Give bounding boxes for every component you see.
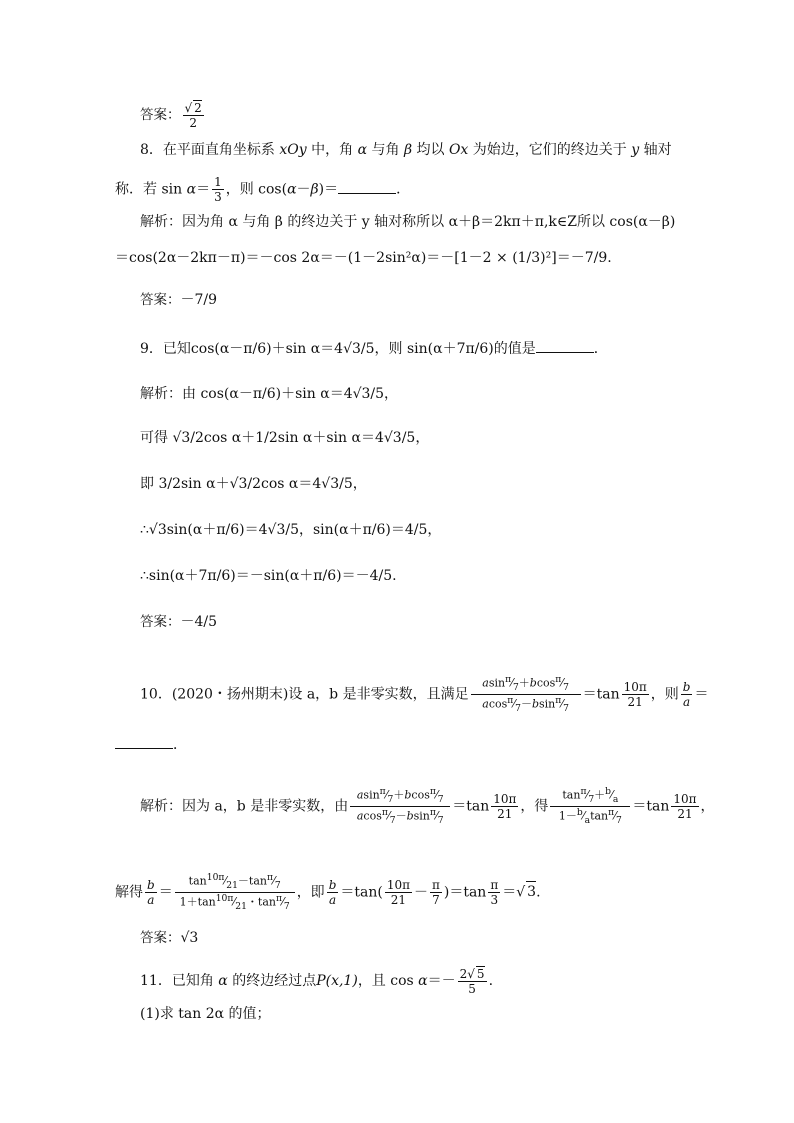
answer-blank[interactable]	[536, 338, 594, 353]
q8-question-line2: 称．若 sin α＝ $\frac{1}{3}$ ，则 cos(α－β)＝ ．	[115, 175, 411, 204]
q8-answer-line: 答案：－7/9	[140, 292, 218, 308]
q9-question: 9．已知cos(α－π/6)＋sin α＝4√3/5，则 sin(α＋7π/6)的值是 ．	[140, 338, 608, 359]
answer-value: －7/9	[180, 292, 218, 308]
q9-solution-4: ∴√3sin(α＋π/6)＝4√3/5，sin(α＋π/6)＝4/5，	[140, 522, 442, 538]
answer-label: 答案：	[140, 107, 181, 123]
answer-blank[interactable]	[115, 734, 173, 749]
q9-answer-line: 答案：－4/5	[140, 614, 218, 630]
answer-value: $\frac{√ 2}{2}$	[184, 101, 202, 130]
answer-value: √3	[180, 930, 199, 946]
q10-question: 10．(2020・扬州期末)设 a，b 是非零实数，且满足 $\frac{asin^\pi⁄_7+bcos^\pi⁄_7}{acos^\pi⁄_7-bsin^\pi⁄_7}$ ＝tan $\frac{10\pi}{21}$ ，则 $\frac{b}{a}$ ＝	[140, 674, 709, 714]
answer-value: －4/5	[180, 614, 218, 630]
q8-solution-line2: ＝cos(2α－2kπ－π)＝－cos 2α＝－(1－2sin²α)＝－[1－2 × (1/3)²]＝－7/9.	[115, 250, 612, 266]
q9-solution-1: 解析：由 cos(α－π/6)＋sin α＝4√3/5，	[140, 386, 399, 402]
q10-blank-line: ．	[115, 734, 187, 755]
q7-answer-line	[140, 100, 206, 130]
q9-solution-3: 即 3/2sin α＋√3/2cos α＝4√3/5，	[140, 476, 367, 492]
q10-solution-2: 解得 $\frac{b}{a}$ ＝ $\frac{\tan^{10\pi}⁄_{21}-\tan^\pi⁄_7}{1+\tan^{10\pi}⁄_{21}・\tan^\pi⁄_7}$ ，即 $\frac{b}{a}$ ＝tan( $\frac{10\pi}{21}$ － $\frac{\pi}{7}$ )＝tan $\frac{\pi}{3}$ ＝√ 3.	[115, 872, 541, 912]
q9-solution-2: 可得 √3/2cos α＋1/2sin α＋sin α＝4√3/5，	[140, 430, 430, 446]
q8-solution-line1: 解析：因为角 α 与角 β 的终边关于 y 轴对称所以 α＋β＝2kπ＋π,k∈Z所以 cos(α－β)	[140, 214, 676, 230]
answer-blank[interactable]	[338, 179, 396, 194]
q10-solution-1: 解析：因为 a，b 是非零实数，由 $\frac{asin^\pi⁄_7+bcos^\pi⁄_7}{acos^\pi⁄_7-bsin^\pi⁄_7}$ ＝tan $\frac{10\pi}{21}$ ，得 $\frac{\tan^\pi⁄_7+^b⁄_a}{1-^b⁄_a\tan^\pi⁄_7}$ ＝tan $\frac{10\pi}{21}$ ，	[140, 786, 715, 826]
q11-subquestion-1: (1)求 tan 2α 的值；	[140, 1006, 271, 1022]
q8-question-line1: 8．在平面直角坐标系 xOy 中，角 α 与角 β 均以 Ox 为始边，它们的终边关于 y 轴对	[140, 142, 672, 158]
q9-solution-5: ∴sin(α＋7π/6)＝－sin(α＋π/6)＝－4/5.	[140, 568, 397, 584]
q10-answer-line: 答案：√3	[140, 930, 199, 946]
q11-question: 11．已知角 α 的终边经过点P(x,1)，且 cos α＝－ $\frac{2√ 5}{5}$ .	[140, 967, 494, 996]
